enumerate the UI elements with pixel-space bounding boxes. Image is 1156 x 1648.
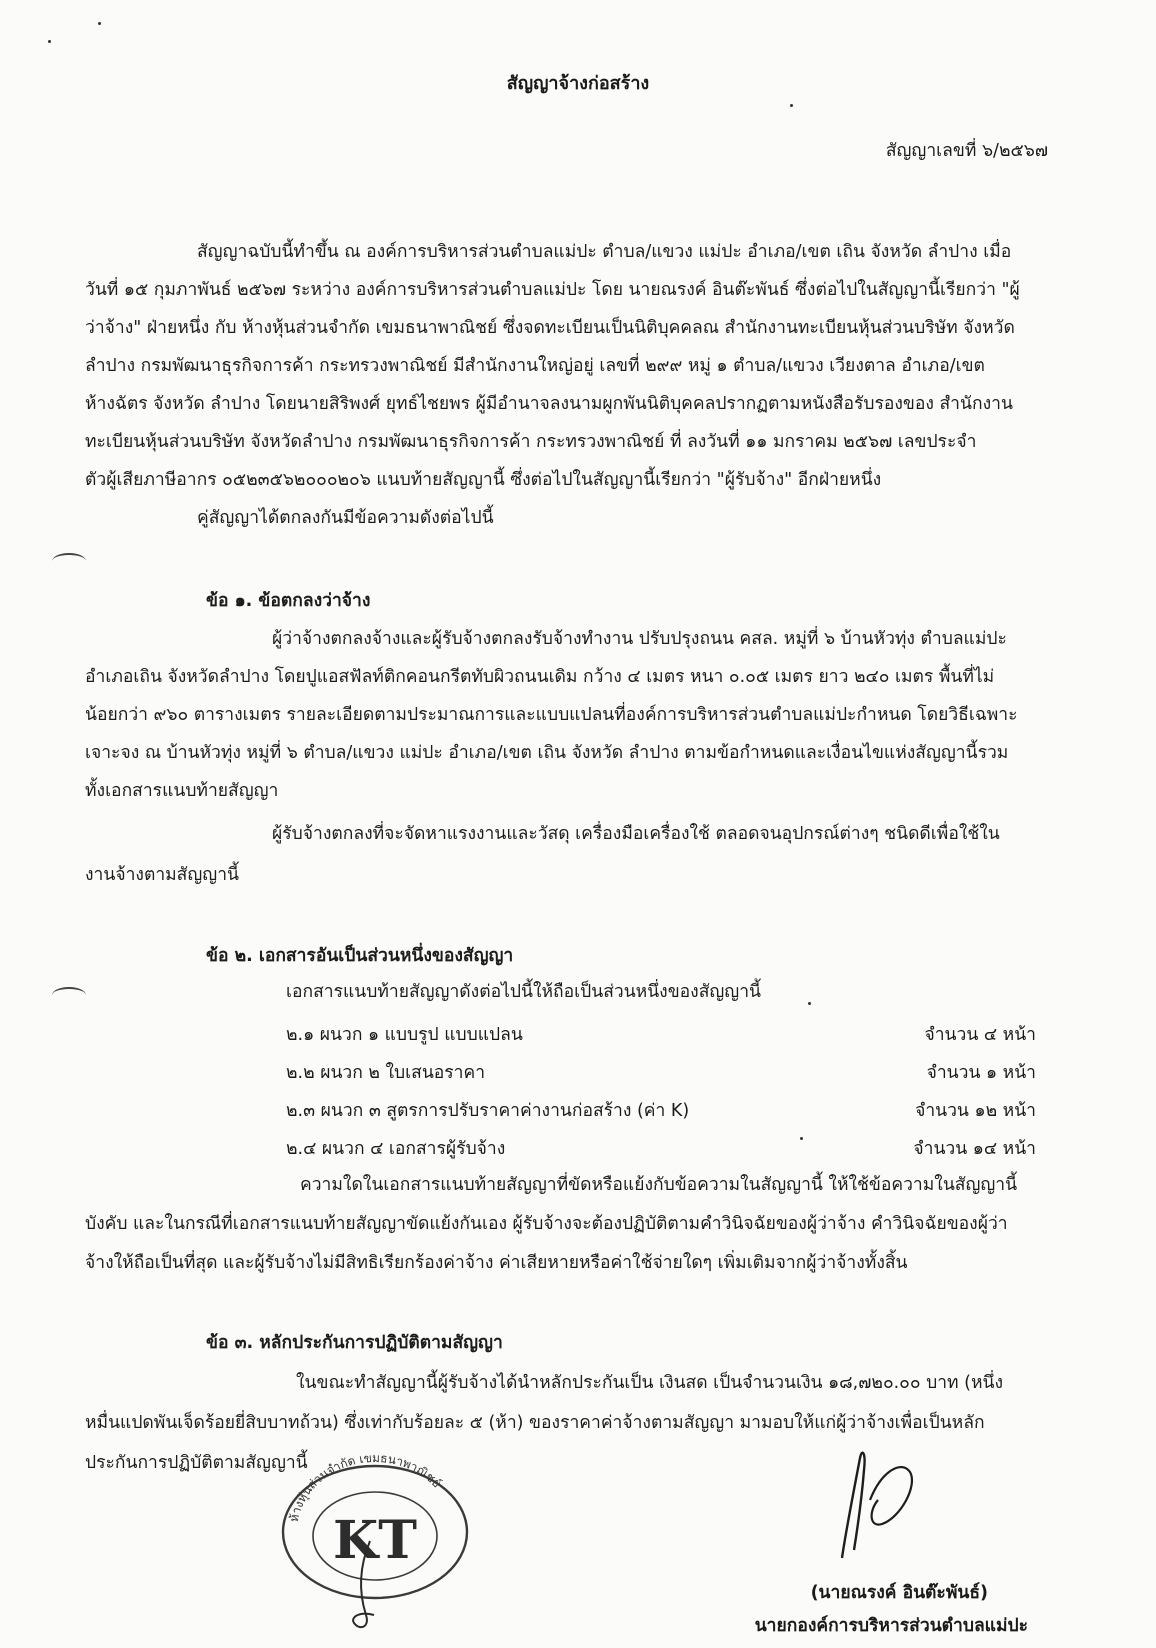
clause-1-line: งานจ้างตามสัญญานี้ (85, 865, 239, 885)
clause-1-heading: ข้อ ๑. ข้อตกลงว่าจ้าง (206, 591, 371, 611)
preamble-line: ว่าจ้าง" ฝ่ายหนึ่ง กับ ห้างหุ้นส่วนจำกัด เขมธนาพาณิชย์ ซึ่งจดทะเบียนเป็นนิติบุคคลณ สำนักงานทะเบียนหุ้นส่วนบริษัท จังหวัด (85, 318, 1015, 338)
clause-1-line: ทั้งเอกสารแนบท้ายสัญญา (85, 781, 279, 801)
clause-2-line: จ้างให้ถือเป็นที่สุด และผู้รับจ้างไม่มีสิทธิเรียกร้องค่าจ้าง ค่าเสียหายหรือค่าใช้จ่ายใดๆ เพิ่มเติมจากผู้ว่าจ้างทั้งสิ้น (85, 1253, 908, 1273)
clause-2-intro: เอกสารแนบท้ายสัญญาดังต่อไปนี้ให้ถือเป็นส่วนหนึ่งของสัญญานี้ (286, 982, 762, 1002)
clause-1-line: น้อยกว่า ๙๖๐ ตารางเมตร รายละเอียดตามประมาณการและแบบแปลนที่องค์การบริหารส่วนตำบลแม่ปะกำหนด โดยวิธีเฉพาะ (85, 705, 1018, 725)
preamble-line: คู่สัญญาได้ตกลงกันมีข้อความดังต่อไปนี้ (197, 508, 494, 528)
attachment-label: ๒.๔ ผนวก ๔ เอกสารผู้รับจ้าง (286, 1139, 506, 1159)
preamble-line: ตัวผู้เสียภาษีอากร ๐๕๒๓๕๖๒๐๐๐๒๐๖ แนบท้ายสัญญานี้ ซึ่งต่อไปในสัญญานี้เรียกว่า "ผู้รับจ้าง" อีกฝ่ายหนึ่ง (85, 470, 882, 490)
scan-edge-mark (52, 987, 86, 1003)
clause-1-line: เจาะจง ณ บ้านหัวทุ่ง หมู่ที่ ๖ ตำบล/แขวง แม่ปะ อำเภอ/เขต เถิน จังหวัด ลำปาง ตามข้อกำหนดและเงื่อนไขแห่งสัญญานี้รวม (85, 743, 1009, 763)
clause-1-line: ผู้รับจ้างตกลงที่จะจัดหาแรงงานและวัสดุ เครื่องมือเครื่องใช้ ตลอดจนอุปกรณ์ต่างๆ ชนิดดีเพื่อใช้ใน (272, 824, 1000, 844)
clause-1-line: ผู้ว่าจ้างตกลงจ้างและผู้รับจ้างตกลงรับจ้างทำงาน ปรับปรุงถนน คสล. หมู่ที่ ๖ บ้านหัวทุ่ง ตำบลแม่ปะ (272, 629, 1007, 649)
preamble-line: สัญญาฉบับนี้ทำขึ้น ณ องค์การบริหารส่วนตำบลแม่ปะ ตำบล/แขวง แม่ปะ อำเภอ/เขต เถิน จังหวัด ลำปาง เมื่อ (197, 242, 1012, 262)
attachment-page-count: จำนวน ๑๔ หน้า (913, 1139, 1036, 1159)
attachment-page-count: จำนวน ๑๒ หน้า (915, 1101, 1036, 1121)
preamble-line: ลำปาง กรมพัฒนาธุรกิจการค้า กระทรวงพาณิชย์ มีสำนักงานใหญ่อยู่ เลขที่ ๒๙๙ หมู่ ๑ ตำบล/แขวง เวียงตาล อำเภอ/เขต (85, 356, 985, 376)
official-signature (820, 1440, 940, 1570)
clause-2-line: ความใดในเอกสารแนบท้ายสัญญาที่ขัดหรือแย้งกับข้อความในสัญญานี้ ให้ใช้ข้อความในสัญญานี้ (300, 1175, 1018, 1195)
document-title: สัญญาจ้างก่อสร้าง (506, 73, 650, 94)
stamp-ring-text: ห้างหุ้นส่วนจำกัด เขมธนาพาณิชย์ (286, 1450, 444, 1524)
preamble-line: ห้างฉัตร จังหวัด ลำปาง โดยนายสิริพงศ์ ยุทธ์ไชยพร ผู้มีอำนาจลงนามผูกพันนิติบุคคลปรากฏตามหนังสือรับรองของ สำนักงาน (85, 394, 1013, 414)
scan-edge-mark (52, 553, 86, 569)
clause-2-line: บังคับ และในกรณีที่เอกสารแนบท้ายสัญญาขัดแย้งกันเอง ผู้รับจ้างจะต้องปฏิบัติตามคำวินิจฉัยของผู้ว่าจ้าง คำวินิจฉัยของผู้ว่า (85, 1214, 1008, 1234)
clause-1-line: อำเภอเถิน จังหวัดลำปาง โดยปูแอสฟัลท์ติกคอนกรีตทับผิวถนนเดิม กว้าง ๔ เมตร หนา ๐.๐๕ เมตร ยาว ๒๔๐ เมตร พื้นที่ไม่ (85, 667, 995, 687)
attachment-label: ๒.๓ ผนวก ๓ สูตรการปรับราคาค่างานก่อสร้าง (ค่า K) (286, 1101, 690, 1121)
signatory-position: นายกองค์การบริหารส่วนตำบลแม่ปะ (754, 1616, 1028, 1636)
attachment-page-count: จำนวน ๑ หน้า (926, 1063, 1036, 1083)
contract-number: สัญญาเลขที่ ๖/๒๕๖๗ (885, 141, 1048, 161)
attachment-label: ๒.๒ ผนวก ๒ ใบเสนอราคา (286, 1063, 486, 1083)
clause-2-heading: ข้อ ๒. เอกสารอันเป็นส่วนหนึ่งของสัญญา (206, 946, 514, 966)
contractor-signature-mark (330, 1535, 410, 1635)
clause-3-line: ประกันการปฏิบัติตามสัญญานี้ (85, 1453, 308, 1473)
preamble-line: ทะเบียนหุ้นส่วนบริษัท จังหวัดลำปาง กรมพัฒนาธุรกิจการค้า กระทรวงพาณิชย์ ที่ ลงวันที่ ๑๑ มกราคม ๒๕๖๗ เลขประจำ (85, 432, 977, 452)
clause-3-line: หมื่นแปดพันเจ็ดร้อยยี่สิบบาทถ้วน) ซึ่งเท่ากับร้อยละ ๕ (ห้า) ของราคาค่าจ้างตามสัญญา มามอบให้แก่ผู้ว่าจ้างเพื่อเป็นหลัก (85, 1413, 985, 1433)
clause-3-heading: ข้อ ๓. หลักประกันการปฏิบัติตามสัญญา (206, 1333, 503, 1353)
stamp-logo: KT (333, 1510, 417, 1571)
clause-3-line: ในขณะทำสัญญานี้ผู้รับจ้างได้นำหลักประกันเป็น เงินสด เป็นจำนวนเงิน ๑๘,๗๒๐.๐๐ บาท (หนึ่ง (296, 1373, 1004, 1393)
preamble-line: วันที่ ๑๕ กุมภาพันธ์ ๒๕๖๗ ระหว่าง องค์การบริหารส่วนตำบลแม่ปะ โดย นายณรงค์ อินต๊ะพันธ์ ซึ่งต่อไปในสัญญานี้เรียกว่า "ผู้ (85, 280, 1020, 300)
attachment-label: ๒.๑ ผนวก ๑ แบบรูป แบบแปลน (286, 1025, 523, 1045)
attachment-page-count: จำนวน ๔ หน้า (924, 1025, 1036, 1045)
signatory-name: (นายณรงค์ อินต๊ะพันธ์) (810, 1583, 988, 1603)
